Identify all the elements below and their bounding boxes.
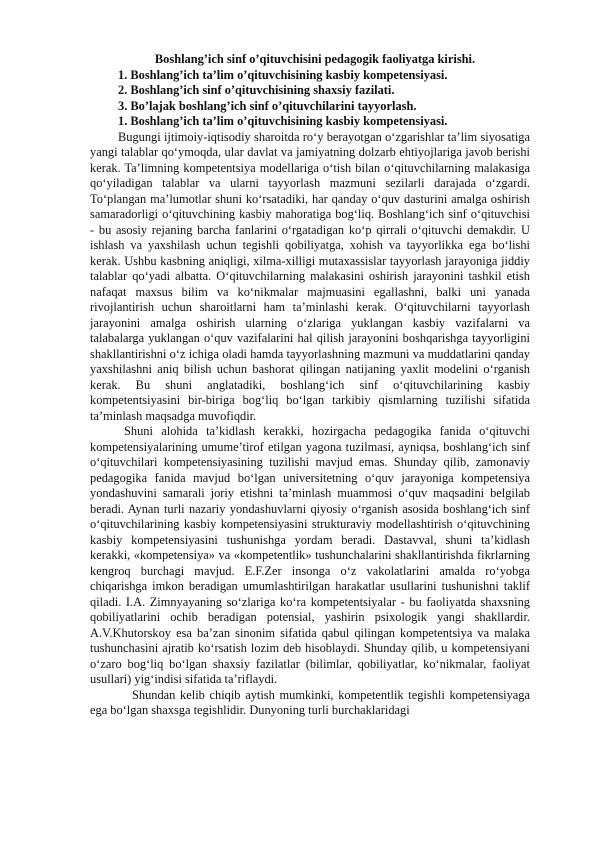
topic-outline — [90, 68, 530, 130]
outline-item: 2. Boshlang’ich sinf o’qituvchisining shaxsiy fazilati. — [118, 83, 395, 97]
document-title: Boshlang’ich sinf o’qituvchisini pedagogik faoliyatga kirishi. — [154, 52, 476, 66]
body-paragraph: Bugungi ijtimoiy-iqtisodiy sharoitda ro‘y berayotgan o‘zgarishlar ta’lim siyosatiga yangi talablar qo‘ymoqda, ular davlat va jamiyatning dolzarb ehtiyojlariga javob berishi kerak. Ta’limning kompetentsiya modellariga o‘tish bilan o‘qituvchilarning malakasiga qo‘yiladigan talablar va ularni tayyorlash mazmuni sezilarli darajada o‘zgardi. To‘plangan ma’lumotlar shuni ko‘rsatadiki, har qanday o‘quv dasturini amalga oshirish samaradorligi o‘qituvchining kasbiy mahoratiga bog‘liq. Boshlang‘ich sinf o‘qituvchisi - bu asosiy rejaning barcha fanlarini o‘rgatadigan ko‘p qirrali o‘qituvchi demakdir. U ishlash va yaxshilash uchun tegishli qobiliyatga, xohish va tayyorlikka ega bo‘lishi kerak. Ushbu kasbning aniqligi, xilma-xilligi mutaxassislar tayyorlash jarayoniga jiddiy talablar qo‘yadi albatta. O‘qituvchilarning malakasini oshirish jarayonini tashkil etish nafaqat maxsus bilim va ko‘nikmalar majmuasini egallashni, balki uni yanada rivojlantirish uchun sharoitlarni ham ta’minlashi kerak. O‘qituvchilarni tayyorlash jarayonini amalga oshirish ularning o‘zlariga yuklangan kasbiy vazifalarni va talabalarga yuklangan o‘quv vazifalarini hal qilish jarayonini boshqarishga tayyorligini shakllantirishni o‘z ichiga oladi hamda tayyorlashning mazmuni va muddatlarini qanday yaxshilashni aniq bilish uchun bashorat qilingan natijaning yaxlit modelini o‘rganish kerak. Bu shuni anglatadiki, boshlang‘ich sinf o‘qituvchilarining kasbiy kompetentsiyasini bir-biriga bog‘liq bo‘lgan tarkibiy qismlarning tuzilishi sifatida ta’minlash maqsadga muvofiqdir. — [90, 129, 530, 423]
outline-item: 3. Bo’lajak boshlang’ich sinf o’qituvchilarini tayyorlash. — [118, 98, 417, 113]
outline-item: 1. Boshlang’ich ta’lim o’qituvchisining kasbiy kompetensiyasi. — [118, 67, 448, 82]
outline-item: 1. Boshlang’ich ta’lim o’qituvchisining kasbiy kompetensiyasi. — [118, 114, 448, 128]
body-paragraph: Shundan kelib chiqib aytish mumkinki, kompetentlik tegishli kompetensiyaga ega bo‘lgan shaxsga tegishlidir. Dunyoning turli burchaklaridagi — [90, 687, 530, 717]
body-paragraph: Shuni alohida ta’kidlash kerakki, hozirgacha pedagogika fanida o‘qituvchi kompetensiyalarining umume’tirof etilgan yagona tuzilmasi, ayniqsa, boshlang‘ich sinf o‘qituvchilari kompetensiyasining tuzilishi mavjud emas. Shunday qilib, zamonaviy pedagogika fanida mavjud bo‘lgan universitetning o‘quv jarayoniga kompetensiya yondashuvini samarali joriy etishni ta’minlash muammosi o‘quv maqsadini belgilab beradi. Aynan turli nazariy yondashuvlarni qiyosiy o‘rganish asosida boshlang‘ich sinf o‘qituvchilarining kasbiy kompetensiyasini strukturaviy modellashtirish o‘qituvchining kasbiy kompetensiyasini tushunishga yordam beradi. Dastavval, shuni ta’kidlash kerakki, «kompetensiya» va «kompetentlik» tushunchalarini shakllantirishda fikrlarning kengroq burchagi mavjud. E.F.Zer insonga o‘z vakolatlarini amalda ro‘yobga chiqarishga imkon beradigan umumlashtirilgan harakatlar usullarini tushunishni taklif qiladi. I.A. Zimnyayaning so‘zlariga ko‘ra kompetentsiyalar - bu faoliyatda shaxsning qobiliyatlarini ochib beradigan potensial, yashirin psixologik yangi shakllardir. A.V.Khutorskoy esa ba’zan sinonim sifatida qabul qilingan kompetentsiya va malaka tushunchasini ajratib ko‘rsatish lozim deb hisoblaydi. Shunday qilib, u kompetensiyani o‘zaro bog‘liq bo‘lgan shaxsiy fazilatlar (bilimlar, qobiliyatlar, ko‘nikmalar, faoliyat usullari) yig‘indisi sifatida ta’riflaydi. — [90, 424, 530, 686]
document-page — [90, 52, 530, 719]
